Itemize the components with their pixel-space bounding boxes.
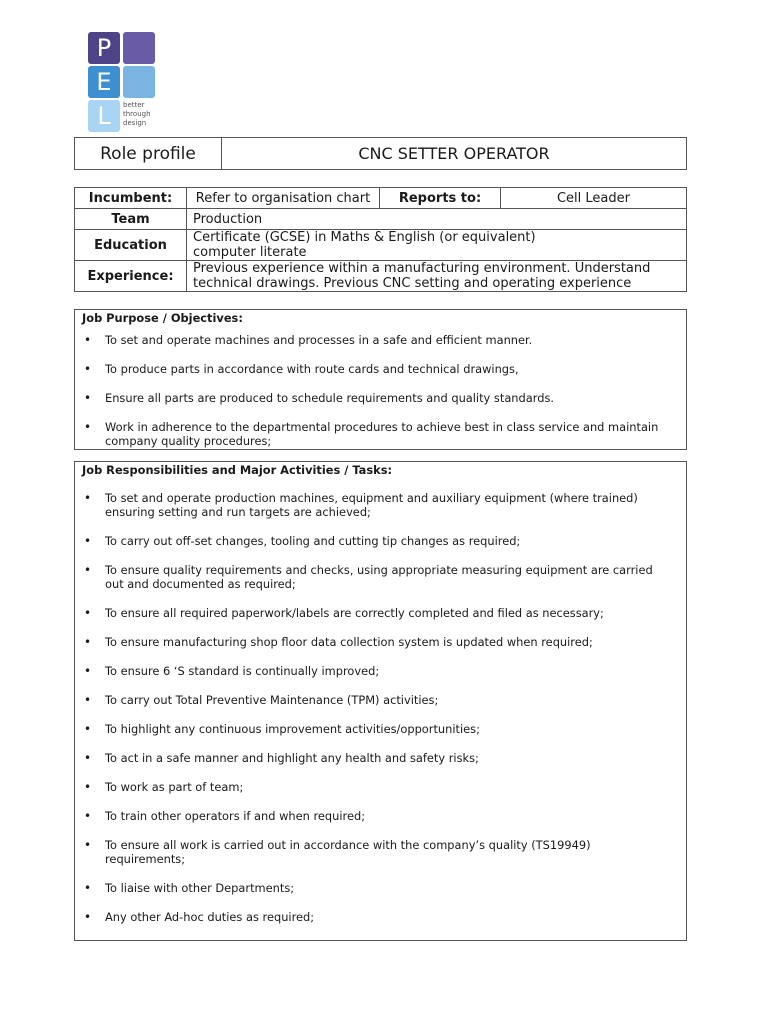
list-item: • To carry out off-set changes, tooling and cutting tip changes as required; <box>75 534 686 548</box>
list-item: • To set and operate machines and processes in a safe and efficient manner. <box>75 333 686 347</box>
list-item: • To highlight any continuous improvement activities/opportunities; <box>75 722 686 736</box>
list-item: • To liaise with other Departments; <box>75 881 686 895</box>
list-item: • To carry out Total Preventive Maintenance (TPM) activities; <box>75 693 686 707</box>
logo-tile-decor <box>123 32 155 64</box>
list-item: • To set and operate production machines, equipment and auxiliary equipment (where trained) ensuring setting and run targets are achieved; <box>75 491 686 519</box>
list-item: • To ensure quality requirements and checks, using appropriate measuring equipment are carried out and documented as required; <box>75 563 686 591</box>
list-item: • To work as part of team; <box>75 780 686 794</box>
list-item: • To ensure all work is carried out in accordance with the company’s quality (TS19949) requirements; <box>75 838 686 866</box>
list-item: • To produce parts in accordance with route cards and technical drawings, <box>75 362 686 376</box>
education-value <box>187 230 687 261</box>
education-line: computer literate <box>193 245 307 260</box>
incumbent-value: Refer to organisation chart <box>187 188 380 209</box>
list-item: • To act in a safe manner and highlight any health and safety risks; <box>75 751 686 765</box>
tagline-line: design <box>123 119 147 127</box>
tagline-line: better <box>123 101 145 109</box>
list-item: • Any other Ad-hoc duties as required; <box>75 910 686 924</box>
list-item: • Work in adherence to the departmental procedures to achieve best in class service and maintain company quality procedures; <box>75 420 686 448</box>
team-value: Production <box>187 209 687 230</box>
logo-tagline <box>123 101 151 128</box>
purpose-list <box>75 333 686 448</box>
team-label: Team <box>75 209 187 230</box>
incumbent-label: Incumbent: <box>75 188 187 209</box>
table-row <box>75 188 687 209</box>
education-line: Certificate (GCSE) in Maths & English (or equivalent) <box>193 230 536 245</box>
table-row <box>75 261 687 292</box>
section-title: Job Responsibilities and Major Activities / Tasks: <box>82 463 393 477</box>
responsibilities-section <box>74 461 687 941</box>
tagline-line: through <box>123 110 151 118</box>
logo-tile-l: L <box>88 100 120 132</box>
experience-line: Previous experience within a manufacturing environment. Understand <box>193 261 651 276</box>
section-title: Job Purpose / Objectives: <box>82 311 243 325</box>
pel-logo <box>88 32 158 136</box>
info-table <box>74 187 687 292</box>
experience-line: technical drawings. Previous CNC setting and operating experience <box>193 276 632 291</box>
responsibilities-list <box>75 491 686 924</box>
table-row <box>75 209 687 230</box>
logo-tile-p: P <box>88 32 120 64</box>
logo-tile-decor <box>123 66 155 98</box>
table-row <box>75 230 687 261</box>
job-title: CNC SETTER OPERATOR <box>358 144 550 163</box>
list-item: • Ensure all parts are produced to schedule requirements and quality standards. <box>75 391 686 405</box>
list-item: • To ensure all required paperwork/labels are correctly completed and filed as necessary; <box>75 606 686 620</box>
title-box <box>74 137 687 170</box>
job-purpose-section <box>74 309 687 450</box>
experience-label: Experience: <box>75 261 187 292</box>
reports-to-value: Cell Leader <box>501 188 687 209</box>
reports-to-label: Reports to: <box>380 188 501 209</box>
experience-value <box>187 261 687 292</box>
list-item: • To ensure 6 ‘S standard is continually improved; <box>75 664 686 678</box>
list-item: • To train other operators if and when required; <box>75 809 686 823</box>
education-label: Education <box>75 230 187 261</box>
list-item: • To ensure manufacturing shop floor data collection system is updated when required; <box>75 635 686 649</box>
role-profile-label: Role profile <box>75 138 222 169</box>
logo-tile-e: E <box>88 66 120 98</box>
